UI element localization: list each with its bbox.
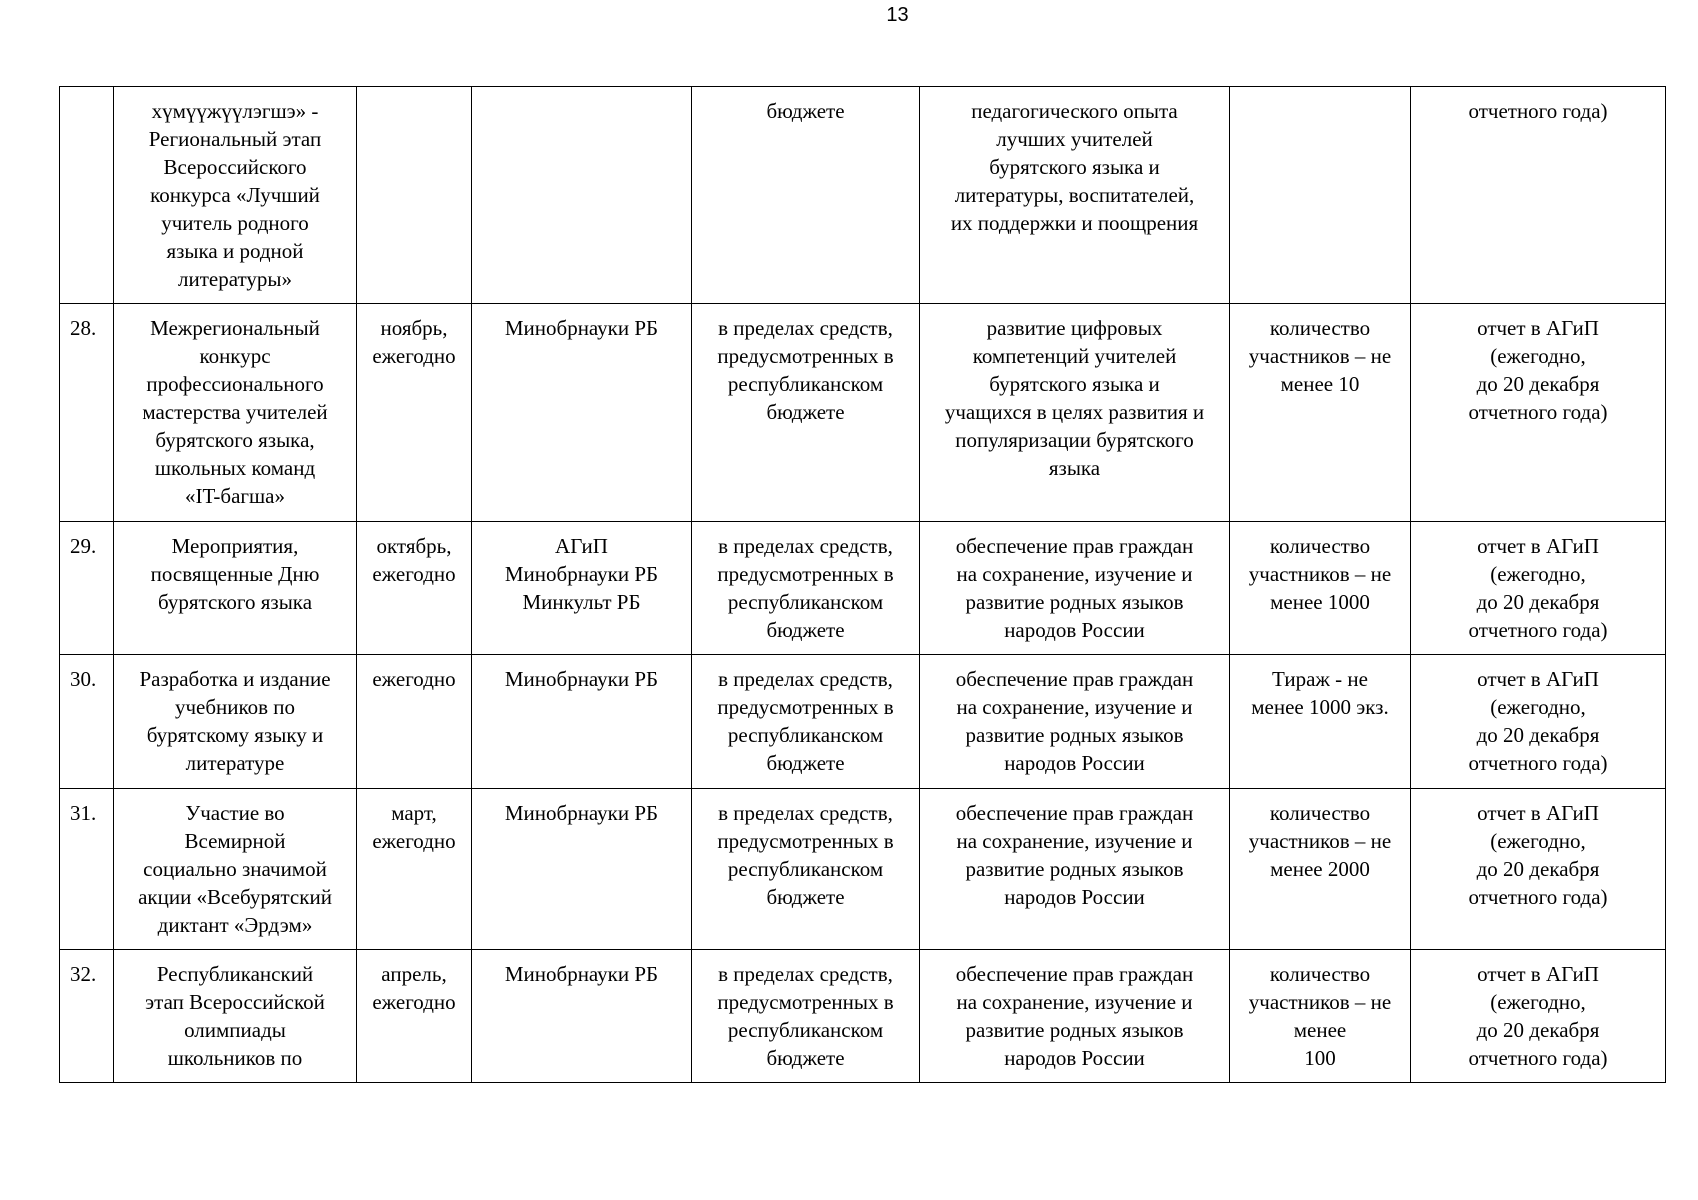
activity-indicator: количество участников – не менее 10 xyxy=(1230,304,1411,522)
activity-indicator xyxy=(1230,87,1411,304)
activity-indicator: количество участников – не менее 1000 xyxy=(1230,522,1411,655)
page-number: 13 xyxy=(886,4,909,26)
activity-executor: Минобрнауки РБ xyxy=(472,304,692,522)
activity-name: Участие во Всемирной социально значимой акции «Всебурятский диктант «Эрдэм» xyxy=(114,789,357,950)
activity-funding: бюджете xyxy=(692,87,920,304)
table-row xyxy=(60,522,1666,655)
activity-goal: обеспечение прав граждан на сохранение, изучение и развитие родных языков народов России xyxy=(920,522,1230,655)
activity-funding: в пределах средств, предусмотренных в республиканском бюджете xyxy=(692,655,920,789)
activity-goal: педагогического опыта лучших учителей бурятского языка и литературы, воспитателей, их поддержки и поощрения xyxy=(920,87,1230,304)
table-row xyxy=(60,789,1666,950)
activity-report: отчетного года) xyxy=(1411,87,1666,304)
activity-executor xyxy=(472,87,692,304)
row-number: 28. xyxy=(60,304,114,522)
activity-executor: АГиП Минобрнауки РБ Минкульт РБ xyxy=(472,522,692,655)
activity-executor: Минобрнауки РБ xyxy=(472,789,692,950)
activity-funding: в пределах средств, предусмотренных в республиканском бюджете xyxy=(692,789,920,950)
activity-funding: в пределах средств, предусмотренных в республиканском бюджете xyxy=(692,304,920,522)
activity-funding: в пределах средств, предусмотренных в республиканском бюджете xyxy=(692,522,920,655)
row-number: 30. xyxy=(60,655,114,789)
activity-name: Мероприятия, посвященные Дню бурятского языка xyxy=(114,522,357,655)
table-row xyxy=(60,87,1666,304)
activity-term: ежегодно xyxy=(357,655,472,789)
activity-executor: Минобрнауки РБ xyxy=(472,655,692,789)
activity-report: отчет в АГиП (ежегодно, до 20 декабря отчетного года) xyxy=(1411,789,1666,950)
activity-term xyxy=(357,87,472,304)
activity-report: отчет в АГиП (ежегодно, до 20 декабря отчетного года) xyxy=(1411,304,1666,522)
row-number: 29. xyxy=(60,522,114,655)
activity-funding: в пределах средств, предусмотренных в республиканском бюджете xyxy=(692,950,920,1083)
row-number: 31. xyxy=(60,789,114,950)
activity-executor: Минобрнауки РБ xyxy=(472,950,692,1083)
activity-report: отчет в АГиП (ежегодно, до 20 декабря отчетного года) xyxy=(1411,655,1666,789)
activity-name: Разработка и издание учебников по бурятскому языку и литературе xyxy=(114,655,357,789)
activity-goal: развитие цифровых компетенций учителей бурятского языка и учащихся в целях развития и популяризации бурятского языка xyxy=(920,304,1230,522)
activity-indicator: количество участников – не менее 100 xyxy=(1230,950,1411,1083)
table-row xyxy=(60,950,1666,1083)
activity-term: ноябрь, ежегодно xyxy=(357,304,472,522)
activity-goal: обеспечение прав граждан на сохранение, изучение и развитие родных языков народов России xyxy=(920,655,1230,789)
row-number xyxy=(60,87,114,304)
activity-name: Республиканский этап Всероссийской олимпиады школьников по xyxy=(114,950,357,1083)
activities-table xyxy=(59,86,1666,1083)
activity-goal: обеспечение прав граждан на сохранение, изучение и развитие родных языков народов России xyxy=(920,950,1230,1083)
activity-term: апрель, ежегодно xyxy=(357,950,472,1083)
table-row xyxy=(60,304,1666,522)
activity-report: отчет в АГиП (ежегодно, до 20 декабря отчетного года) xyxy=(1411,522,1666,655)
activity-goal: обеспечение прав граждан на сохранение, изучение и развитие родных языков народов России xyxy=(920,789,1230,950)
activity-term: март, ежегодно xyxy=(357,789,472,950)
activity-name: хүмүүжүүлэгшэ» - Региональный этап Всероссийского конкурса «Лучший учитель родного языка и родной литературы» xyxy=(114,87,357,304)
activity-indicator: количество участников – не менее 2000 xyxy=(1230,789,1411,950)
activity-term: октябрь, ежегодно xyxy=(357,522,472,655)
activity-report: отчет в АГиП (ежегодно, до 20 декабря отчетного года) xyxy=(1411,950,1666,1083)
activity-indicator: Тираж - не менее 1000 экз. xyxy=(1230,655,1411,789)
activity-name: Межрегиональный конкурс профессионального мастерства учителей бурятского языка, школьных команд «IT-багша» xyxy=(114,304,357,522)
row-number: 32. xyxy=(60,950,114,1083)
table-row xyxy=(60,655,1666,789)
